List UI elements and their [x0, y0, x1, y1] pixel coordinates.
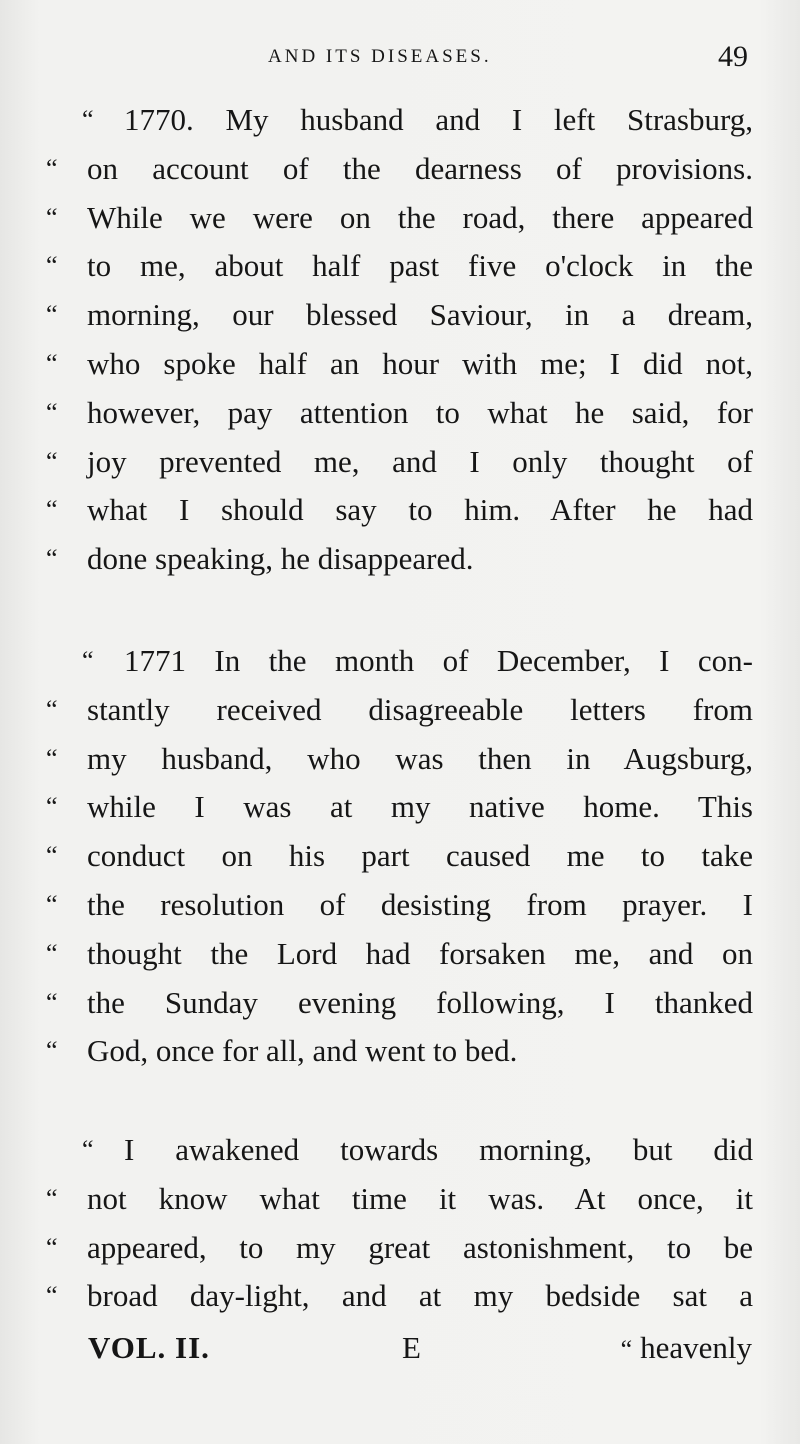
page-footer: [0, 1324, 800, 1372]
page-header: [0, 40, 800, 80]
quote-mark: “: [82, 1135, 94, 1164]
quote-mark: “: [82, 105, 94, 134]
quote-mark: “: [46, 1232, 58, 1262]
text-line: [0, 438, 800, 487]
line-text: broad day-light, and at my bedside sat a: [87, 1278, 753, 1314]
quote-mark: “: [46, 1183, 58, 1213]
text-line: [0, 881, 800, 930]
paragraph-awakening: [0, 1126, 800, 1321]
text-line: [0, 930, 800, 979]
text-line: [0, 832, 800, 881]
line-text: joy prevented me, and I only thought of: [87, 443, 753, 479]
text-line: [0, 783, 800, 832]
catchword-text: heavenly: [640, 1330, 752, 1365]
text-line: [0, 145, 800, 194]
running-head: AND ITS DISEASES.: [268, 46, 492, 67]
line-text: however, pay attention to what he said, for: [87, 394, 753, 430]
line-text: appeared, to my great astonishment, to be: [87, 1229, 753, 1265]
text-line: [0, 291, 800, 340]
text-line: [0, 486, 800, 535]
volume-signature: VOL. II.: [88, 1330, 210, 1365]
line-text: the Sunday evening following, I thanked: [87, 984, 753, 1020]
text-line: [0, 242, 800, 291]
text-line: [0, 96, 800, 145]
text-line: [0, 979, 800, 1028]
paragraph-1771: [0, 637, 800, 1076]
text-line: [0, 686, 800, 735]
quote-mark: “: [46, 841, 58, 871]
quote-mark: “: [46, 1036, 58, 1066]
line-text: not know what time it was. At once, it: [87, 1180, 753, 1216]
quote-mark: “: [46, 397, 58, 427]
text-line: [0, 535, 800, 584]
text-line: [0, 1272, 800, 1321]
signature-mark: E: [402, 1330, 421, 1365]
line-text: morning, our blessed Saviour, in a dream,: [87, 297, 753, 333]
line-text: to me, about half past five o'clock in the: [87, 248, 753, 284]
text-line: [0, 1224, 800, 1273]
line-text: I awakened towards morning, but did: [124, 1132, 753, 1167]
quote-mark: “: [46, 938, 58, 968]
quote-mark: “: [46, 694, 58, 724]
quote-mark: “: [46, 348, 58, 378]
line-text: conduct on his part caused me to take: [87, 838, 753, 874]
quote-mark: “: [46, 300, 58, 330]
catchword: [621, 1330, 752, 1366]
quote-mark: “: [46, 743, 58, 773]
line-text: While we were on the road, there appeared: [87, 199, 753, 235]
quote-mark: “: [46, 889, 58, 919]
text-line: [0, 194, 800, 243]
quote-mark: “: [82, 646, 94, 675]
text-line: [0, 340, 800, 389]
quote-mark: “: [46, 1281, 58, 1311]
page-number: 49: [718, 40, 748, 73]
line-text: thought the Lord had forsaken me, and on: [87, 935, 753, 971]
quote-mark: “: [46, 987, 58, 1017]
line-text: my husband, who was then in Augsburg,: [87, 740, 753, 776]
text-line: [0, 1126, 800, 1175]
quote-mark: “: [46, 544, 58, 574]
quote-mark: “: [46, 153, 58, 183]
text-line: [0, 1027, 800, 1076]
text-line: [0, 1175, 800, 1224]
quote-mark: “: [620, 1335, 633, 1364]
text-line: [0, 389, 800, 438]
line-text: who spoke half an hour with me; I did not,: [87, 345, 753, 381]
quote-mark: “: [46, 251, 58, 281]
line-text: done speaking, he disappeared.: [87, 541, 474, 577]
line-text: 1770. My husband and I left Strasburg,: [124, 102, 753, 137]
line-text: 1771 In the month of December, I con-: [124, 643, 753, 678]
quote-mark: “: [46, 495, 58, 525]
line-text: on account of the dearness of provisions.: [87, 150, 753, 186]
line-text: the resolution of desisting from prayer. I: [87, 886, 753, 922]
quote-mark: “: [46, 202, 58, 232]
quote-mark: “: [46, 446, 58, 476]
line-text: God, once for all, and went to bed.: [87, 1033, 518, 1069]
paragraph-1770: [0, 96, 800, 584]
line-text: stantly received disagreeable letters from: [87, 691, 753, 727]
text-line: [0, 735, 800, 784]
quote-mark: “: [46, 792, 58, 822]
line-text: what I should say to him. After he had: [87, 492, 753, 528]
line-text: while I was at my native home. This: [87, 789, 753, 825]
text-line: [0, 637, 800, 686]
